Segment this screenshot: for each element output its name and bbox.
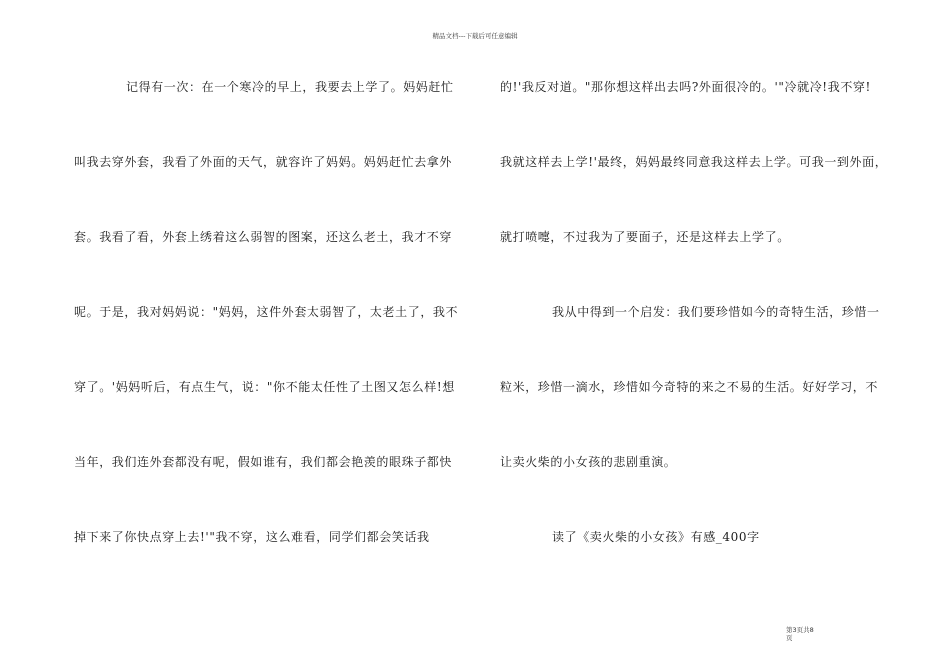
essay-title: 读了《卖火柴的小女孩》有感_400字 [552,530,760,544]
page-number-line: 第3页共8 [786,626,814,634]
page-header: 精品文档---下载后可任意编辑 [432,32,518,40]
right-column [500,0,900,672]
paragraph-line: 就打喷嚏，不过我为了要面子，还是这样去上学了。 [500,230,790,244]
paragraph-line: 掉下来了你快点穿上去!'"我不穿，这么难看，同学们都会笑话我 [74,530,430,544]
paragraph-line: 呢。于是，我对妈妈说："妈妈，这件外套太弱智了，太老土了，我不 [74,305,459,319]
paragraph-line: 我从中得到一个启发：我们要珍惜如今的奇特生活，珍惜一 [552,305,880,319]
paragraph-line: 的!'我反对道。"那你想这样出去吗?外面很冷的。'"冷就冷!我不穿! [500,80,871,94]
page-number [786,626,846,642]
paragraph-line: 叫我去穿外套，我看了外面的天气，就容许了妈妈。妈妈赶忙去拿外 [74,155,453,169]
paragraph-line: 我就这样去上学!'最终，妈妈最终同意我这样去上学。可我一到外面， [500,155,888,169]
paragraph-line: 记得有一次：在一个寒冷的早上，我要去上学了。妈妈赶忙 [126,80,454,94]
page-number-line: 页 [786,634,793,642]
paragraph-line: 让卖火柴的小女孩的悲剧重演。 [500,455,677,469]
paragraph-line: 穿了。'妈妈听后，有点生气，说："你不能太任性了土图又怎么样!想 [74,380,455,394]
paragraph-line: 套。我看了看，外套上绣着这么弱智的图案，还这么老土，我才不穿 [74,230,453,244]
left-column [74,0,474,672]
paragraph-line: 粒米，珍惜一滴水，珍惜如今奇特的来之不易的生活。好好学习，不 [500,380,879,394]
paragraph-line: 当年，我们连外套都没有呢，假如谁有，我们都会艳羡的眼珠子都快 [74,455,453,469]
